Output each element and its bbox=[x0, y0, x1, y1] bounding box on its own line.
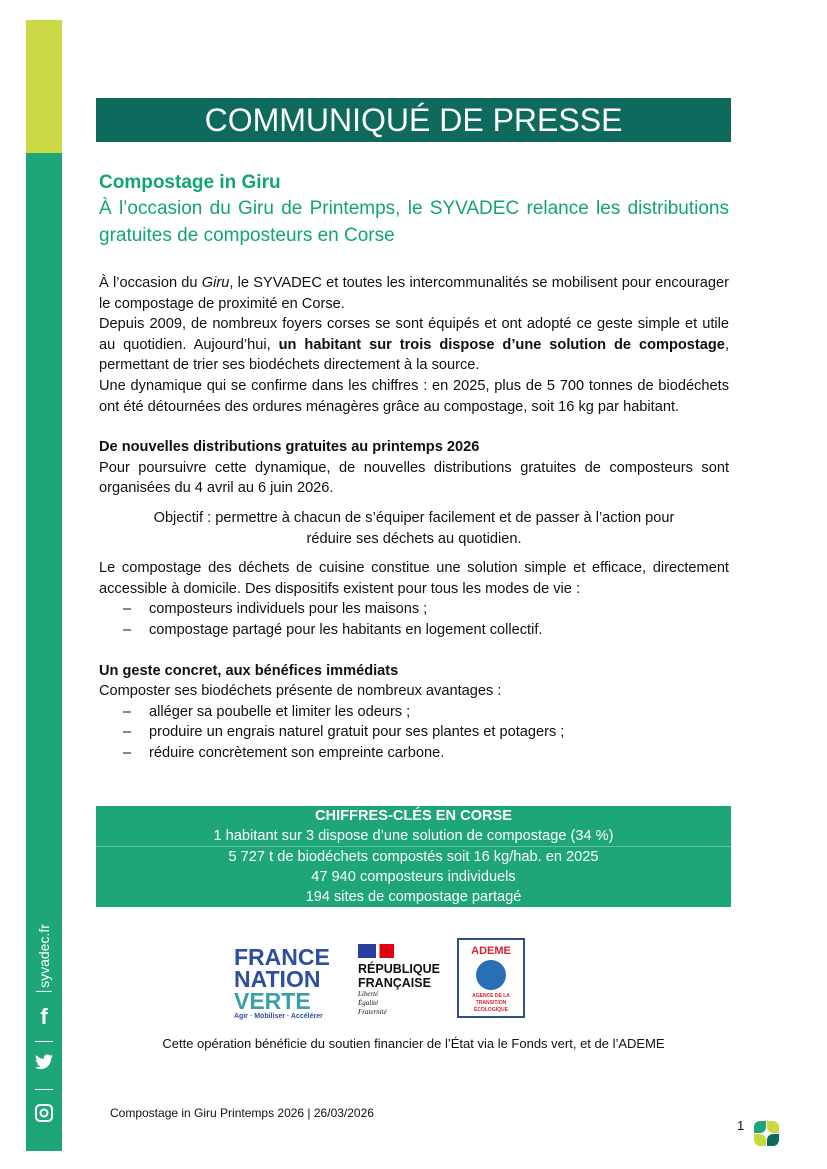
key-figure: 1 habitant sur 3 dispose d’une solution de compostage (34 %) bbox=[213, 828, 614, 844]
intro-paragraph: Une dynamique qui se confirme dans les chiffres : en 2025, plus de 5 700 tonnes de biodéchets ont été détournées des ordures ménagères grâce au compostage, soit 16 kg par habitant. bbox=[99, 377, 729, 415]
funding-caption: Cette opération bénéficie du soutien financier de l’État via le Fonds vert, et de l’ADEME bbox=[162, 1036, 665, 1051]
key-figure: 5 727 t de biodéchets compostés soit 16 kg/hab. en 2025 bbox=[96, 846, 731, 867]
key-figure: 194 sites de compostage partagé bbox=[305, 889, 522, 905]
bullet-list bbox=[99, 702, 729, 764]
page-title: COMMUNIQUÉ DE PRESSE bbox=[96, 98, 731, 142]
list-item: – réduire concrètement son empreinte carbone. bbox=[123, 743, 729, 764]
intro-paragraph: Depuis 2009, de nombreux foyers corses se sont équipés et ont adopté ce geste simple et utile au quotidien. Aujourd’hui, un habitant sur trois dispose d’une solution de compostage, permettant de trier ses biodéchets directement à la source. bbox=[99, 316, 729, 374]
instagram-icon[interactable] bbox=[26, 1104, 62, 1126]
list-item: – alléger sa poubelle et limiter les odeurs ; bbox=[123, 702, 729, 723]
intro-paragraph: À l’occasion du Giru, le SYVADEC et toutes les intercommunalités se mobilisent pour encourager le compostage de proximité en Corse. bbox=[99, 275, 729, 312]
paragraph: Composter ses biodéchets présente de nombreux avantages : bbox=[99, 683, 502, 700]
ademe-logo: ADEME AGENCE DE LA TRANSITION ÉCOLOGIQUE bbox=[457, 938, 525, 1018]
website-link[interactable]: syvadec.fr bbox=[26, 920, 62, 995]
list-item: – compostage partagé pour les habitants en logement collectif. bbox=[123, 620, 729, 641]
key-figures-title: CHIFFRES-CLÉS EN CORSE bbox=[314, 808, 513, 824]
sidebar-accent bbox=[26, 20, 62, 153]
list-item: – composteurs individuels pour les maisons ; bbox=[123, 599, 729, 620]
list-item: – produire un engrais naturel gratuit pour ses plantes et potagers ; bbox=[123, 722, 729, 743]
sidebar bbox=[26, 153, 62, 1151]
facebook-icon[interactable]: f bbox=[40, 1004, 48, 1029]
footer-text: Compostage in Giru Printemps 2026 | 26/03/2026 bbox=[110, 1106, 374, 1120]
section-heading: De nouvelles distributions gratuites au printemps 2026 bbox=[99, 439, 480, 456]
bullet-list bbox=[99, 599, 729, 640]
page-number: 1 bbox=[737, 1118, 745, 1133]
key-figures-box bbox=[96, 806, 731, 907]
section-heading: Un geste concret, aux bénéfices immédiats bbox=[99, 662, 399, 679]
divider bbox=[35, 1089, 53, 1090]
headline: Compostage in Giru bbox=[99, 172, 281, 193]
key-figure: 47 940 composteurs individuels bbox=[311, 869, 516, 885]
article bbox=[99, 171, 729, 763]
republique-francaise-logo: RÉPUBLIQUE FRANÇAISE Liberté Égalité Fraternité bbox=[358, 944, 448, 1017]
objective: Objectif : permettre à chacun de s’équiper facilement et de passer à l’action pour réduire ses déchets au quotidien. bbox=[153, 509, 675, 547]
subheadline: À l’occasion du Giru de Printemps, le SYVADEC relance les distributions gratuites de composteurs en Corse bbox=[99, 198, 729, 246]
france-nation-verte-logo: FRANCE NATION VERTE Agir · Mobiliser · Accélérer bbox=[234, 944, 330, 1020]
paragraph: Le compostage des déchets de cuisine constitue une solution simple et efficace, directement accessible à domicile. Des dispositifs existent pour tous les modes de vie : bbox=[99, 560, 729, 597]
paragraph: Pour poursuivre cette dynamique, de nouvelles distributions gratuites de composteurs sont organisées du 4 avril au 6 juin 2026. bbox=[99, 459, 729, 497]
twitter-icon[interactable] bbox=[26, 1054, 62, 1074]
partner-logos bbox=[234, 940, 534, 1022]
